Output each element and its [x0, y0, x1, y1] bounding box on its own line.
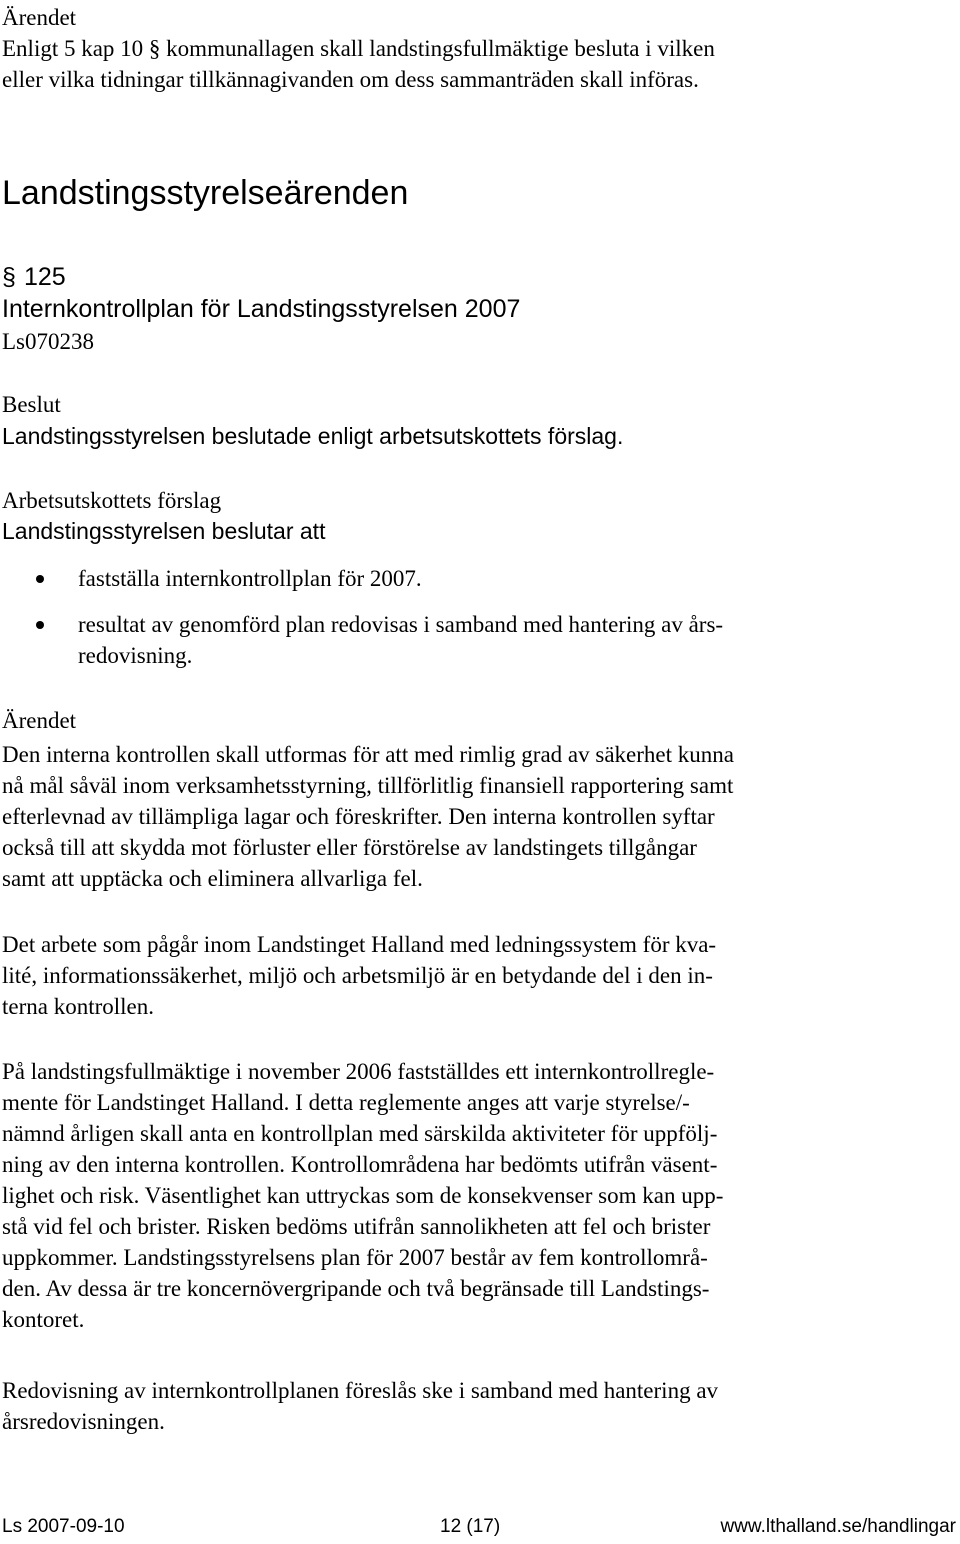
- beslut-heading: Beslut: [2, 392, 61, 417]
- bullet-text: fastställa internkontrollplan för 2007.: [78, 566, 422, 591]
- section-title: Landstingsstyrelseärenden: [2, 174, 409, 212]
- text-line: kontoret.: [2, 1307, 85, 1332]
- list-item: [0, 609, 723, 671]
- text-line: På landstingsfullmäktige i november 2006 fastställdes ett internkontrollregle-: [2, 1059, 715, 1084]
- footer-page-number: 12 (17): [440, 1516, 501, 1537]
- text-line: efterlevnad av tillämpliga lagar och föreskrifter. Den interna kontrollen syftar: [2, 804, 715, 829]
- arendet-paragraph-1: [2, 739, 734, 894]
- arendet-top-paragraph: [2, 33, 715, 95]
- arendet-heading-top: Ärendet: [2, 5, 77, 30]
- text-line: mente för Landstinget Halland. I detta reglemente anges att varje styrelse/-: [2, 1090, 690, 1115]
- bullet-icon: [36, 575, 44, 583]
- text-line: terna kontrollen.: [2, 994, 155, 1019]
- paragraph-sign: §: [2, 263, 16, 291]
- text-line: årsredovisningen.: [2, 1409, 165, 1434]
- diarienummer: Ls070238: [2, 329, 94, 354]
- text-line: Redovisning av internkontrollplanen föreslås ske i samband med hantering av: [2, 1378, 719, 1403]
- text-line: nå mål såväl inom verksamhetsstyrning, tillförlitlig finansiell rapportering samt: [2, 773, 734, 798]
- text-line: nämnd årligen skall anta en kontrollplan med särskilda aktiviteter för uppfölj-: [2, 1121, 718, 1146]
- text-line: uppkommer. Landstingsstyrelsens plan för 2007 består av fem kontrollområ-: [2, 1245, 708, 1270]
- text-line: lighet och risk. Väsentlighet kan uttryckas som de konsekvenser som kan upp-: [2, 1183, 724, 1208]
- arendet-paragraph-4: [2, 1375, 718, 1437]
- text-line: ning av den interna kontrollen. Kontrollområdena har bedömts utifrån väsent-: [2, 1152, 718, 1177]
- item-number: 125: [24, 263, 66, 291]
- text-line: samt att upptäcka och eliminera allvarliga fel.: [2, 866, 423, 891]
- text-line: den. Av dessa är tre koncernövergripande och två begränsade till Landstings-: [2, 1276, 710, 1301]
- text-line: också till att skydda mot förluster eller förstörelse av landstingets tillgångar: [2, 835, 697, 860]
- bullet-text: resultat av genomförd plan redovisas i samband med hantering av års-: [78, 612, 724, 637]
- footer-date: Ls 2007-09-10: [2, 1516, 125, 1537]
- forslag-heading: Arbetsutskottets förslag: [2, 488, 222, 513]
- arendet-paragraph-3: [2, 1056, 723, 1335]
- text-line: Den interna kontrollen skall utformas för att med rimlig grad av säkerhet kunna: [2, 742, 734, 767]
- bullet-text-continuation: redovisning.: [78, 643, 193, 668]
- list-item: [0, 563, 723, 594]
- arendet-paragraph-2: [2, 929, 716, 1022]
- beslut-text: Landstingsstyrelsen beslutade enligt arbetsutskottets förslag.: [2, 423, 624, 449]
- text-line: Det arbete som pågår inom Landstinget Halland med ledningssystem för kva-: [2, 932, 717, 957]
- item-title: Internkontrollplan för Landstingsstyrelsen 2007: [2, 295, 521, 323]
- text-line: stå vid fel och brister. Risken bedöms utifrån sannolikheten att fel och brister: [2, 1214, 711, 1239]
- text-line: Enligt 5 kap 10 § kommunallagen skall landstingsfullmäktige besluta i vilken: [2, 36, 715, 61]
- arendet-heading: Ärendet: [2, 708, 77, 733]
- footer-url: www.lthalland.se/handlingar: [720, 1516, 956, 1537]
- forslag-bullet-list: [0, 563, 723, 671]
- text-line: lité, informationssäkerhet, miljö och arbetsmiljö är en betydande del i den in-: [2, 963, 713, 988]
- bullet-icon: [36, 621, 44, 629]
- text-line: eller vilka tidningar tillkännagivanden om dess sammanträden skall införas.: [2, 67, 699, 92]
- forslag-intro: Landstingsstyrelsen beslutar att: [2, 518, 326, 544]
